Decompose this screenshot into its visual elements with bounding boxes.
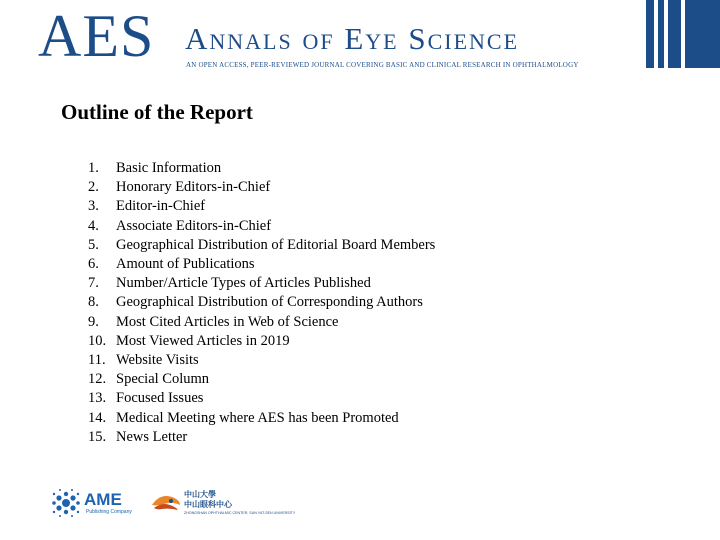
list-item-number: 13.	[88, 390, 107, 407]
outline-list	[88, 159, 435, 447]
list-item	[88, 178, 435, 197]
list-item-number: 1.	[88, 160, 99, 176]
list-item-number: 6.	[88, 256, 99, 273]
sysu-name-top: 中山大學	[184, 490, 216, 499]
ame-logo-text: AME	[84, 490, 122, 509]
sysu-name-english: ZHONGSHAN OPHTHALMIC CENTER, SUN YAT-SEN UNIVERSITY	[184, 511, 296, 515]
list-item	[88, 428, 435, 447]
header-stripes-decoration	[646, 0, 720, 68]
slide-title: Outline of the Report	[61, 100, 253, 124]
list-item-number: 10.	[88, 332, 107, 349]
list-item	[88, 236, 435, 255]
list-item-number: 4.	[88, 217, 99, 234]
list-item-text: Website Visits	[116, 352, 199, 369]
list-item	[88, 332, 435, 351]
list-item-number: 8.	[88, 294, 99, 311]
list-item	[88, 197, 435, 216]
list-item	[88, 389, 435, 408]
aes-logo-mark: AES	[38, 3, 155, 69]
ame-dots-icon	[50, 488, 84, 518]
sysu-name-bottom: 中山眼科中心	[184, 500, 232, 509]
list-item	[88, 293, 435, 312]
list-item	[88, 217, 435, 236]
list-item	[88, 255, 435, 274]
list-item-text: Focused Issues	[116, 390, 204, 407]
list-item-number: 12.	[88, 371, 107, 388]
ame-logo-subtitle: Publishing Company	[86, 509, 132, 515]
list-item-number: 11.	[88, 352, 106, 369]
journal-tagline: AN OPEN ACCESS, PEER-REVIEWED JOURNAL COVERING BASIC AND CLINICAL RESEARCH IN OPHTHALMOLOGY	[186, 61, 579, 69]
list-item-number: 14.	[88, 409, 107, 426]
list-item-number: 9.	[88, 313, 99, 330]
journal-header	[0, 0, 720, 80]
list-item	[88, 409, 435, 428]
list-item	[88, 274, 435, 293]
list-item	[88, 159, 435, 178]
list-item-text: Honorary Editors-in-Chief	[116, 179, 271, 196]
list-item-number: 5.	[88, 236, 99, 253]
list-item-text: Geographical Distribution of Corresponding Authors	[116, 294, 423, 311]
list-item-number: 15.	[88, 428, 107, 445]
list-item-text: Editor-in-Chief	[116, 198, 206, 215]
list-item-number: 2.	[88, 179, 99, 196]
list-item-text: News Letter	[116, 428, 188, 445]
list-item	[88, 370, 435, 389]
list-item-number: 3.	[88, 198, 99, 215]
journal-name: Annals of Eye Science	[185, 21, 520, 56]
list-item-text: Number/Article Types of Articles Published	[116, 275, 371, 292]
list-item-text: Associate Editors-in-Chief	[116, 217, 272, 234]
list-item	[88, 313, 435, 332]
list-item-text: Most Viewed Articles in 2019	[116, 332, 290, 349]
ame-logo	[50, 488, 130, 518]
list-item-text: Amount of Publications	[116, 256, 255, 273]
list-item-number: 7.	[88, 275, 99, 292]
list-item-text: Most Cited Articles in Web of Science	[116, 313, 339, 330]
list-item	[88, 351, 435, 370]
sysu-emblem-icon	[150, 491, 182, 513]
list-item-text: Special Column	[116, 371, 210, 388]
list-item-text: Medical Meeting where AES has been Promoted	[116, 409, 399, 426]
list-item-text: Geographical Distribution of Editorial Board Members	[116, 236, 436, 253]
list-item-text: Basic Information	[116, 160, 222, 176]
sysu-logo	[150, 488, 296, 520]
